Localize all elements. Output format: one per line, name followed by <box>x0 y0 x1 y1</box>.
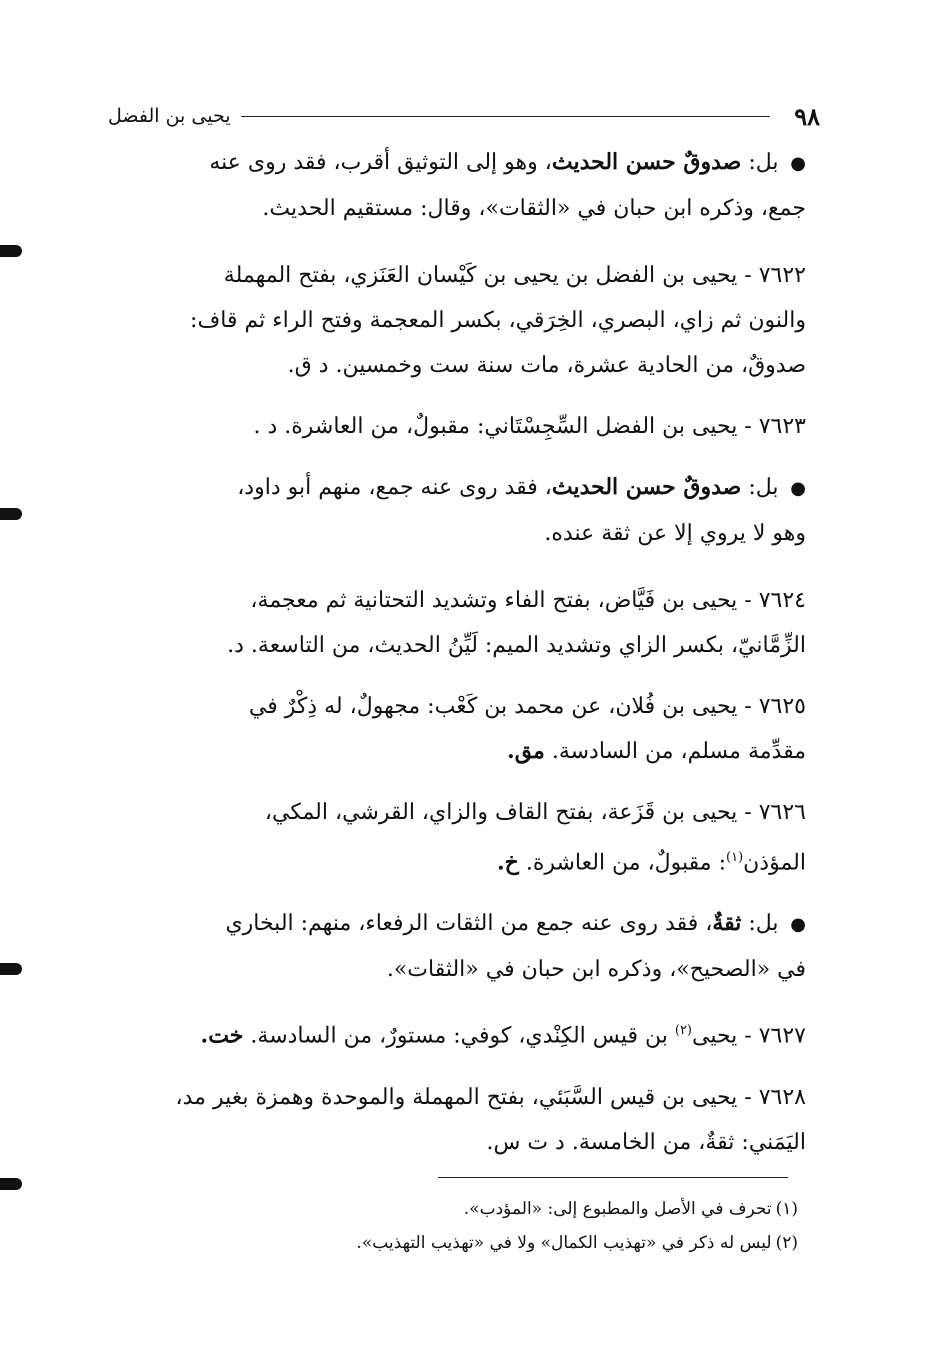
header-rule <box>241 116 771 117</box>
text-line <box>108 298 806 343</box>
text-span: ٧٦٢٦ - يحيى بن قَزَعة، بفتح القاف والزاي، القرشي، المكي، <box>264 800 806 825</box>
text-line <box>108 186 806 231</box>
text-span: ٧٦٢٢ - يحيى بن الفضل بن يحيى بن كَيْسان العَنَزي، بفتح المهملة <box>223 263 806 288</box>
text-line <box>108 511 806 556</box>
editor-note <box>108 901 806 992</box>
binding-mark <box>0 508 22 520</box>
text-line <box>108 343 806 388</box>
text-line <box>108 729 806 774</box>
text-span: ٧٦٢٣ - يحيى بن الفضل السِّجِسْتَاني: مقبولٌ، من العاشرة. د . <box>253 414 806 439</box>
text-span: ثقةٌ <box>712 910 742 937</box>
text-line <box>108 835 806 885</box>
text-line <box>108 623 806 668</box>
footnotes <box>108 1192 798 1260</box>
footnote-text: تحرف في الأصل والمطبوع إلى: «المؤدب». <box>463 1199 772 1219</box>
entry-gap <box>108 231 806 253</box>
entry-gap <box>108 885 806 901</box>
narrator-entry <box>108 253 806 388</box>
text-span: جمع، وذكره ابن حبان في «الثقات»، وقال: مستقيم الحديث. <box>262 196 806 221</box>
text-span: في «الصحيح»، وذكره ابن حبان في «الثقات». <box>386 957 806 983</box>
text-line <box>108 1120 806 1165</box>
text-span: مق. <box>507 738 545 764</box>
entry-gap <box>108 556 806 578</box>
text-span: وهو لا يروي إلا عن ثقة عنده. <box>544 521 806 546</box>
text-span: المؤذن <box>743 850 806 876</box>
footnote-number: (٢) <box>775 1233 798 1253</box>
footnote <box>108 1226 798 1260</box>
text-span: خت. <box>200 1022 244 1049</box>
narrator-entry <box>108 1075 806 1165</box>
binding-mark <box>0 963 22 975</box>
text-line <box>108 404 806 449</box>
text-span: بل: <box>741 150 779 175</box>
text-span: مقدِّمة مسلم، من السادسة. <box>544 739 806 764</box>
footnote-ref[interactable]: (١) <box>726 850 744 865</box>
text-span: ، فقد روى عنه جمع من الثقات الرفعاء، منهم: البخاري <box>225 911 713 937</box>
text-span: خ. <box>496 849 519 876</box>
text-span: ٧٦٢٤ - يحيى بن فَيَّاض، بفتح الفاء وتشديد التحتانية ثم معجمة، <box>250 588 806 613</box>
binding-mark <box>0 245 22 257</box>
text-line <box>108 253 806 298</box>
text-span: بن قيس الكِنْدي، كوفي: مستورٌ، من السادسة. <box>243 1023 675 1049</box>
page-header <box>108 96 820 136</box>
bullet-icon: ● <box>784 153 806 174</box>
entry-gap <box>108 388 806 404</box>
text-line <box>108 465 806 511</box>
text-span: الزِّمَّانيّ، بكسر الزاي وتشديد الميم: لَيِّنُ الحديث، من التاسعة. د. <box>227 633 806 658</box>
entry-gap <box>108 449 806 465</box>
text-line <box>108 947 806 992</box>
text-span: : مقبولٌ، من العاشرة. <box>518 850 726 876</box>
narrator-entry <box>108 404 806 449</box>
bullet-icon: ● <box>784 914 806 936</box>
text-line <box>108 790 806 835</box>
text-line <box>108 1075 806 1120</box>
footnote-number: (١) <box>775 1199 798 1219</box>
text-span: ٧٦٢٨ - يحيى بن قيس السَّبَئي، بفتح المهملة والموحدة وهمزة بغير مد، <box>175 1084 806 1110</box>
entry-gap <box>108 992 806 1008</box>
footnote <box>108 1192 798 1226</box>
text-span: صدوقٌ، من الحادية عشرة، مات سنة ست وخمسين. د ق. <box>287 353 806 378</box>
entry-gap <box>108 774 806 790</box>
text-span: اليَمَني: ثقةٌ، من الخامسة. د ت س. <box>486 1129 806 1155</box>
text-span: صدوقٌ حسن الحديث <box>551 149 742 175</box>
text-span: بل: <box>741 475 779 500</box>
text-span: بل: <box>741 911 779 937</box>
text-line <box>108 1008 806 1058</box>
entry-gap <box>108 668 806 684</box>
page-number: ٩٨ <box>794 101 820 131</box>
text-span: ٧٦٢٥ - يحيى بن فُلان، عن محمد بن كَعْب: مجهولٌ، له ذِكْرٌ في <box>248 694 806 719</box>
footnote-text: ليس له ذكر في «تهذيب الكمال» ولا في «تهذيب التهذيب». <box>356 1233 772 1253</box>
text-line <box>108 684 806 729</box>
text-span: ، فقد روى عنه جمع، منهم أبو داود، <box>237 475 552 500</box>
text-line <box>108 578 806 623</box>
text-span: ٧٦٢٧ - يحيى <box>692 1023 806 1049</box>
text-line <box>108 901 806 947</box>
page-body <box>108 140 806 1165</box>
bullet-icon: ● <box>784 478 806 499</box>
text-line <box>108 140 806 186</box>
text-span: صدوقٌ حسن الحديث <box>551 474 742 500</box>
binding-mark <box>0 1178 22 1190</box>
narrator-entry <box>108 684 806 774</box>
narrator-entry <box>108 1008 806 1058</box>
narrator-entry <box>108 578 806 668</box>
running-head: يحيى بن الفضل <box>108 105 231 127</box>
footnote-ref[interactable]: (٢) <box>674 1023 692 1039</box>
footnote-rule <box>438 1177 788 1178</box>
narrator-entry <box>108 790 806 885</box>
text-span: والنون ثم زاي، البصري، الخِرَقي، بكسر المعجمة وفتح الراء ثم قاف: <box>190 308 806 333</box>
entry-gap <box>108 1059 806 1075</box>
text-span: ، وهو إلى التوثيق أقرب، فقد روى عنه <box>209 150 552 175</box>
editor-note <box>108 465 806 556</box>
editor-note <box>108 140 806 231</box>
